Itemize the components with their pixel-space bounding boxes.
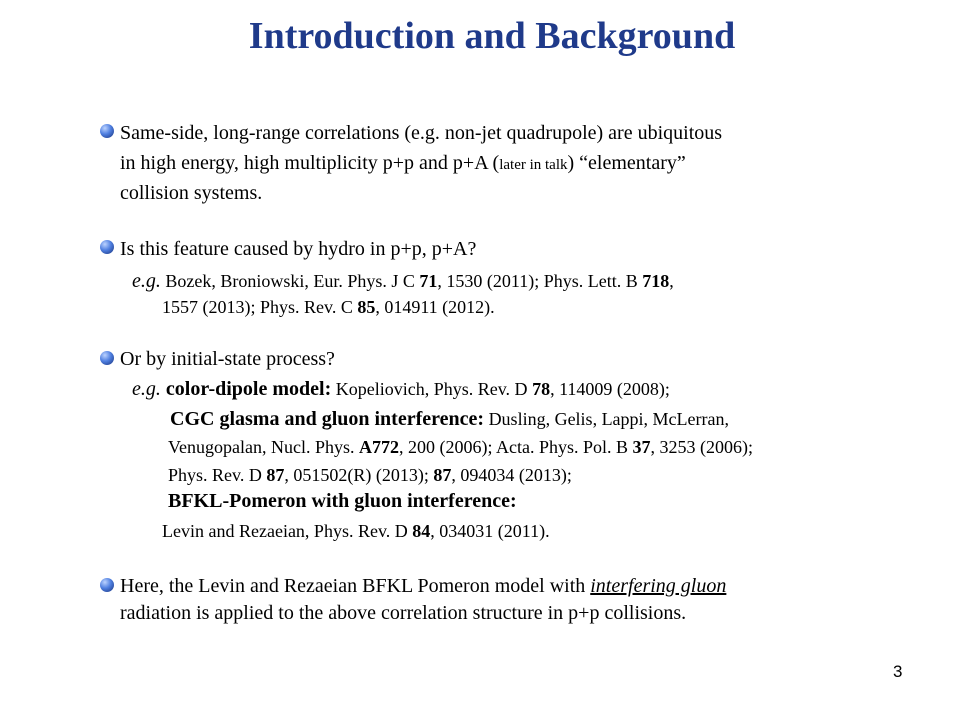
bullet1-line3: collision systems. — [120, 182, 263, 204]
cgc-ref-line3 — [168, 462, 572, 488]
ref-text: , 200 (2006); Acta. Phys. Pol. B — [398, 437, 633, 457]
ref-text: Kopeliovich, Phys. Rev. D — [331, 379, 533, 399]
ref-text: , 1530 (2011); Phys. Lett. B — [437, 271, 643, 291]
underlined-phrase: interfering gluon — [590, 575, 727, 597]
color-dipole-ref — [132, 376, 670, 402]
eg-label: e.g. — [132, 378, 161, 400]
bullet1-line2-end: ) “elementary” — [567, 152, 686, 174]
bullet-icon — [100, 351, 114, 365]
eg-label: e.g. — [132, 270, 161, 292]
bullet-icon — [100, 240, 114, 254]
page-number: 3 — [893, 662, 903, 681]
bfkl-ref — [162, 518, 550, 544]
slide-title: Introduction and Background — [248, 15, 736, 57]
ref-volume: 71 — [419, 271, 438, 291]
bullet4-line1 — [120, 573, 726, 599]
ref-volume: 87 — [433, 465, 452, 485]
ref-text: Phys. Rev. D — [168, 465, 267, 485]
model-label: CGC glasma and gluon interference: — [170, 408, 485, 430]
ref-text: 1557 (2013); Phys. Rev. C — [162, 297, 358, 317]
bullet4-line2: radiation is applied to the above correlation structure in p+p collisions. — [120, 602, 687, 624]
ref-text: , 034031 (2011). — [430, 521, 550, 541]
bullet2-ref-line1 — [132, 268, 674, 294]
bullet3-line1: Or by initial-state process? — [120, 348, 335, 370]
model-label: BFKL-Pomeron with gluon interference: — [168, 490, 517, 512]
bullet-icon — [100, 578, 114, 592]
ref-volume: 37 — [632, 437, 651, 457]
bullet-icon — [100, 124, 114, 138]
ref-volume: 78 — [532, 379, 551, 399]
ref-text: , 094034 (2013); — [451, 465, 572, 485]
cgc-ref-line2 — [168, 434, 753, 460]
bullet1-line2 — [120, 150, 686, 178]
model-label: color-dipole model: — [160, 378, 332, 400]
bullet1-line2-text: in high energy, high multiplicity p+p and p+A ( — [120, 152, 500, 174]
bullet1-line1: Same-side, long-range correlations (e.g. non-jet quadrupole) are ubiquitous — [120, 122, 723, 144]
ref-text: , 114009 (2008); — [550, 379, 670, 399]
ref-text: , 014911 (2012). — [375, 297, 495, 317]
ref-text: Venugopalan, Nucl. Phys. — [168, 437, 359, 457]
ref-text: , 3253 (2006); — [650, 437, 753, 457]
ref-volume: 84 — [412, 521, 431, 541]
bfkl-label — [168, 488, 517, 514]
cgc-ref-line1 — [170, 406, 729, 432]
ref-text: Dusling, Gelis, Lappi, McLerran, — [484, 409, 730, 429]
ref-volume: 718 — [642, 271, 670, 291]
bullet4-text: Here, the Levin and Rezaeian BFKL Pomeron model with — [120, 575, 591, 597]
ref-volume: A772 — [358, 437, 399, 457]
ref-text: Bozek, Broniowski, Eur. Phys. J C — [160, 271, 420, 291]
bullet2-line1: Is this feature caused by hydro in p+p, p+A? — [120, 238, 477, 260]
ref-volume: 85 — [357, 297, 376, 317]
bullet2-ref-line2 — [162, 294, 495, 320]
ref-text: Levin and Rezaeian, Phys. Rev. D — [162, 521, 413, 541]
ref-text: , — [669, 271, 674, 291]
ref-volume: 87 — [266, 465, 285, 485]
bullet1-small-note: later in talk — [499, 157, 568, 173]
ref-text: , 051502(R) (2013); — [284, 465, 434, 485]
